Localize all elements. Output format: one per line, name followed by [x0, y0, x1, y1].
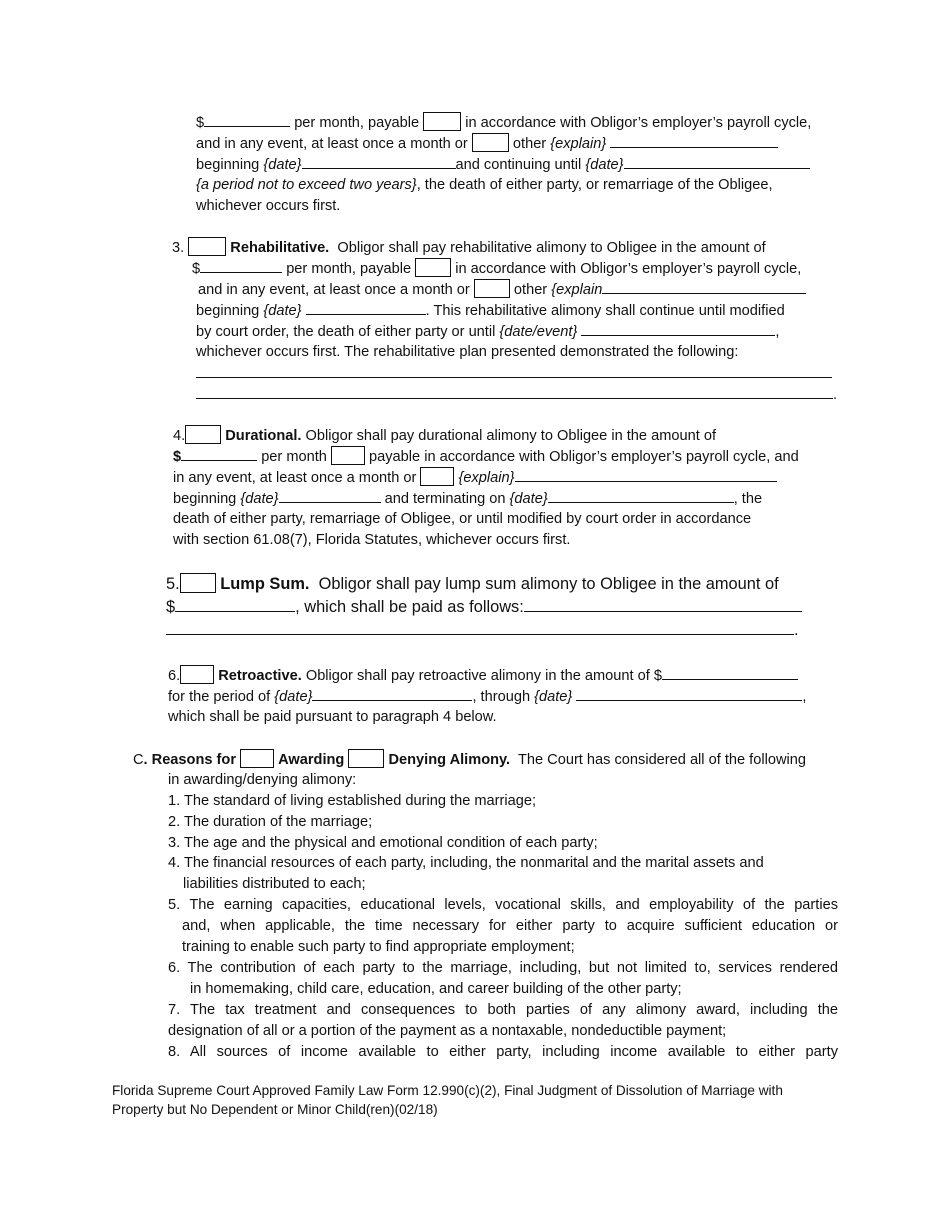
monthly-checkbox[interactable] — [420, 467, 454, 486]
end-date-field[interactable] — [548, 488, 734, 503]
p2-line-3: beginning {date} and continuing until {date} — [196, 154, 810, 176]
factor-item: designation of all or a portion of the payment as a nontaxable, nondeductible payment; — [168, 1023, 727, 1039]
p2-line-1: $ per month, payable in accordance with Obligor’s employer’s payroll cycle, — [196, 112, 811, 134]
p2-line-4: {a period not to exceed two years}, the death of either party, or remarriage of the Obligee, — [196, 177, 773, 193]
rehabilitative-checkbox[interactable] — [188, 237, 226, 256]
amount-field[interactable] — [204, 112, 290, 127]
p5-line-2: $ , which shall be paid as follows: — [166, 597, 802, 618]
section-c-heading: C. Reasons for Awarding Denying Alimony. The Court has considered all of the following — [133, 749, 806, 771]
factor-item: training to enable such party to find appropriate employment; — [182, 939, 575, 955]
p3-line-1: 3. Rehabilitative. Obligor shall pay rehabilitative alimony to Obligee in the amount of — [172, 237, 766, 259]
factor-item: 7. The tax treatment and consequences to both parties of any alimony award, including the — [168, 1002, 838, 1018]
p3-line-3: and in any event, at least once a month or other {explain — [198, 279, 806, 301]
p3-line-5: by court order, the death of either party or until {date/event} , — [196, 321, 779, 343]
p6-line-3: which shall be paid pursuant to paragraph 4 below. — [168, 709, 497, 725]
amount-field[interactable] — [200, 258, 282, 273]
p4-line-3: in any event, at least once a month or {explain} — [173, 467, 777, 489]
p2-line-2: and in any event, at least once a month or other {explain} — [196, 133, 778, 155]
p4-line-6: with section 61.08(7), Florida Statutes, whichever occurs first. — [173, 532, 571, 548]
awarding-checkbox[interactable] — [240, 749, 274, 768]
amount-field[interactable] — [181, 446, 257, 461]
explain-field[interactable] — [602, 279, 806, 294]
section-c-intro: in awarding/denying alimony: — [168, 772, 357, 788]
begin-date-field[interactable] — [302, 154, 456, 169]
factor-item: 4. The financial resources of each party, including, the nonmarital and the marital assets and — [168, 855, 764, 871]
factor-item: 6. The contribution of each party to the marriage, including, but not limited to, services rendered — [168, 960, 838, 976]
denying-checkbox[interactable] — [348, 749, 384, 768]
p3-line-4: beginning {date} . This rehabilitative alimony shall continue until modified — [196, 300, 785, 322]
lump-sum-checkbox[interactable] — [180, 573, 216, 593]
p6-line-1: 6. Retroactive. Obligor shall pay retroactive alimony in the amount of $ — [168, 665, 798, 687]
factor-item: 5. The earning capacities, educational levels, vocational skills, and employability of the parties — [168, 897, 838, 913]
amount-field[interactable] — [662, 665, 798, 680]
factor-item: 2. The duration of the marriage; — [168, 814, 373, 830]
factor-item: in homemaking, child care, education, and career building of the other party; — [190, 981, 682, 997]
through-date-field[interactable] — [576, 686, 802, 701]
p6-line-2: for the period of {date} , through {date} , — [168, 686, 806, 708]
p3-plan-line-2[interactable]: . — [196, 384, 837, 406]
from-date-field[interactable] — [312, 686, 472, 701]
payroll-checkbox[interactable] — [415, 258, 451, 277]
monthly-checkbox[interactable] — [472, 133, 509, 152]
p3-plan-line-1[interactable] — [196, 363, 832, 385]
p3-line-6: whichever occurs first. The rehabilitative plan presented demonstrated the following: — [196, 344, 739, 360]
factor-item: 3. The age and the physical and emotional condition of each party; — [168, 835, 598, 851]
monthly-checkbox[interactable] — [474, 279, 510, 298]
factor-item: 1. The standard of living established during the marriage; — [168, 793, 537, 809]
p5-line-1: 5. Lump Sum. Obligor shall pay lump sum alimony to Obligee in the amount of — [166, 575, 779, 593]
footer-line-2: Property but No Dependent or Minor Child(ren)(02/18) — [112, 1102, 438, 1117]
paid-as-follows-field[interactable] — [524, 597, 802, 612]
p4-line-1: 4. Durational. Obligor shall pay durational alimony to Obligee in the amount of — [173, 425, 716, 447]
payroll-checkbox[interactable] — [423, 112, 461, 131]
p5-line-3[interactable]: . — [166, 620, 799, 641]
explain-field[interactable] — [515, 467, 777, 482]
explain-field[interactable] — [610, 133, 778, 148]
retroactive-checkbox[interactable] — [180, 665, 214, 684]
p4-line-4: beginning {date} and terminating on {date} , the — [173, 488, 762, 510]
factor-item: 8. All sources of income available to either party, including income available to either party — [168, 1044, 838, 1060]
begin-date-field[interactable] — [279, 488, 381, 503]
factor-item: and, when applicable, the time necessary for either party to acquire sufficient education or — [182, 918, 838, 934]
factor-item: liabilities distributed to each; — [183, 876, 366, 892]
p4-line-5: death of either party, remarriage of Obligee, or until modified by court order in accordance — [173, 511, 752, 527]
p4-line-2: $ per month payable in accordance with Obligor’s employer’s payroll cycle, and — [173, 446, 799, 468]
date-event-field[interactable] — [581, 321, 775, 336]
p3-line-2: $ per month, payable in accordance with Obligor’s employer’s payroll cycle, — [192, 258, 801, 280]
footer-line-1: Florida Supreme Court Approved Family Law Form 12.990(c)(2), Final Judgment of Dissolution of Marriage with — [112, 1083, 783, 1098]
p2-line-5: whichever occurs first. — [196, 198, 341, 214]
payroll-checkbox[interactable] — [331, 446, 365, 465]
durational-checkbox[interactable] — [185, 425, 221, 444]
amount-field[interactable] — [175, 597, 295, 612]
begin-date-field[interactable] — [306, 300, 426, 315]
until-date-field[interactable] — [624, 154, 810, 169]
